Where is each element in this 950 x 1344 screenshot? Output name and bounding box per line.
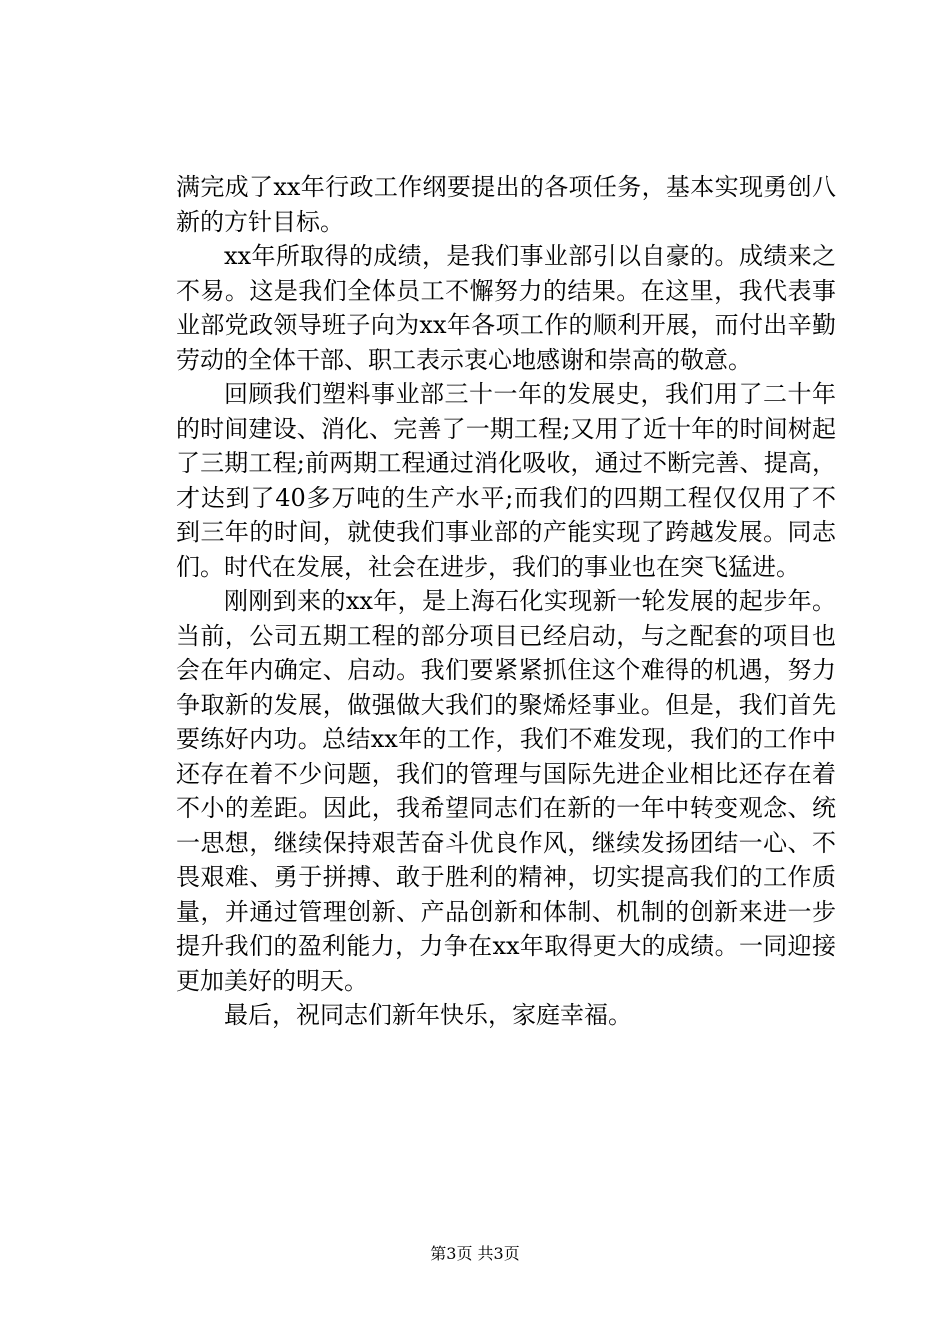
paragraph-history: 回顾我们塑料事业部三十一年的发展史，我们用了二十年的时间建设、消化、完善了一期工程;又用了近十年的时间树起了三期工程;前两期工程通过消化吸收，通过不断完善、提高，才达到了40多万吨的生产水平;而我们的四期工程仅仅用了不到三年的时间，就使我们事业部的产能实现了跨越发展。同志们。时代在发展，社会在进步，我们的事业也在突飞猛进。 (176, 380, 836, 581)
document-body (176, 170, 836, 1033)
paragraph-achievements: xx年所取得的成绩，是我们事业部引以自豪的。成绩来之不易。这是我们全体员工不懈努力的结果。在这里，我代表事业部党政领导班子向为xx年各项工作的顺利开展，而付出辛勤劳动的全体干部、职工表示衷心地感谢和崇高的敬意。 (176, 242, 836, 374)
page-number: 第3页 共3页 (430, 1244, 520, 1263)
page-footer (0, 1242, 950, 1266)
paragraph-closing: 最后，祝同志们新年快乐，家庭幸福。 (224, 1001, 632, 1029)
paragraph-continuation: 满完成了xx年行政工作纲要提出的各项任务，基本实现勇创八新的方针目标。 (176, 173, 836, 236)
paragraph-new-year: 刚刚到来的xx年，是上海石化实现新一轮发展的起步年。当前，公司五期工程的部分项目已经启动，与之配套的项目也会在年内确定、启动。我们要紧紧抓住这个难得的机遇，努力争取新的发展，做强做大我们的聚烯烃事业。但是，我们首先要练好内功。总结xx年的工作，我们不难发现，我们的工作中还存在着不少问题，我们的管理与国际先进企业相比还存在着不小的差距。因此，我希望同志们在新的一年中转变观念、统一思想，继续保持艰苦奋斗优良作风，继续发扬团结一心、不畏艰难、勇于拼搏、敢于胜利的精神，切实提高我们的工作质量，并通过管理创新、产品创新和体制、机制的创新来进一步提升我们的盈利能力，力争在xx年取得更大的成绩。一同迎接更加美好的明天。 (176, 587, 836, 995)
